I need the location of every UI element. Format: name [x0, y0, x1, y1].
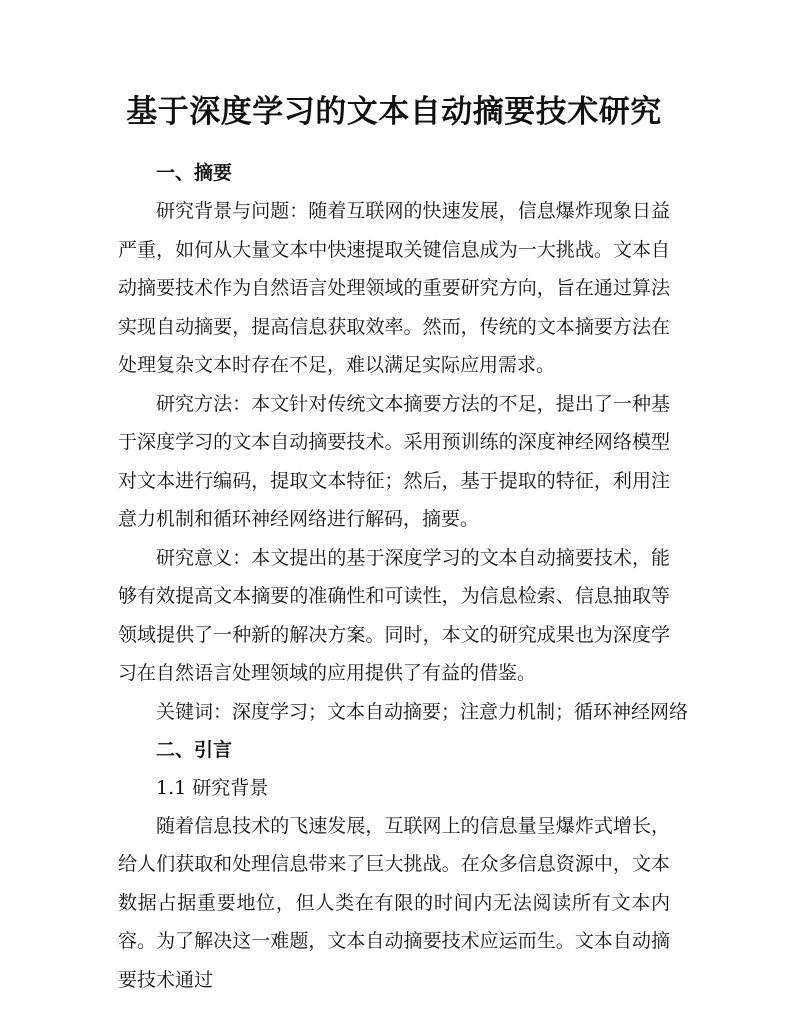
- introduction-heading: 二、引言: [156, 738, 233, 761]
- research-background-subheading: 1.1 研究背景: [156, 776, 269, 799]
- abstract-method-paragraph: 研究方法：本文针对传统文本摘要方法的不足，提出了一种基于深度学习的文本自动摘要技术。采用预训练的深度神经网络模型对文本进行编码，提取文本特征；然后，基于提取的特征，利用注意力机制和循环神经网络进行解码，摘要。: [118, 392, 670, 530]
- keywords-line: 关键词：深度学习；文本自动摘要；注意力机制；循环神经网络: [156, 700, 689, 723]
- introduction-paragraph: 随着信息技术的飞速发展，互联网上的信息量呈爆炸式增长，给人们获取和处理信息带来了巨大挑战。在众多信息资源中，文本数据占据重要地位，但人类在有限的时间内无法阅读所有文本内容。为了解决这一难题，文本自动摘要技术应运而生。文本自动摘要技术通过: [118, 814, 670, 991]
- document-page: [118, 92, 689, 999]
- abstract-heading: 一、摘要: [156, 162, 233, 184]
- abstract-significance-paragraph: 研究意义：本文提出的基于深度学习的文本自动摘要技术，能够有效提高文本摘要的准确性和可读性，为信息检索、信息抽取等领域提供了一种新的解决方案。同时，本文的研究成果也为深度学习在自然语言处理领域的应用提供了有益的借鉴。: [118, 546, 670, 684]
- abstract-background-paragraph: 研究背景与问题：随着互联网的快速发展，信息爆炸现象日益严重，如何从大量文本中快速提取关键信息成为一大挑战。文本自动摘要技术作为自然语言处理领域的重要研究方向，旨在通过算法实现自动摘要，提高信息获取效率。然而，传统的文本摘要方法在处理复杂文本时存在不足，难以满足实际应用需求。: [118, 200, 670, 376]
- document-title: 基于深度学习的文本自动摘要技术研究: [126, 94, 662, 130]
